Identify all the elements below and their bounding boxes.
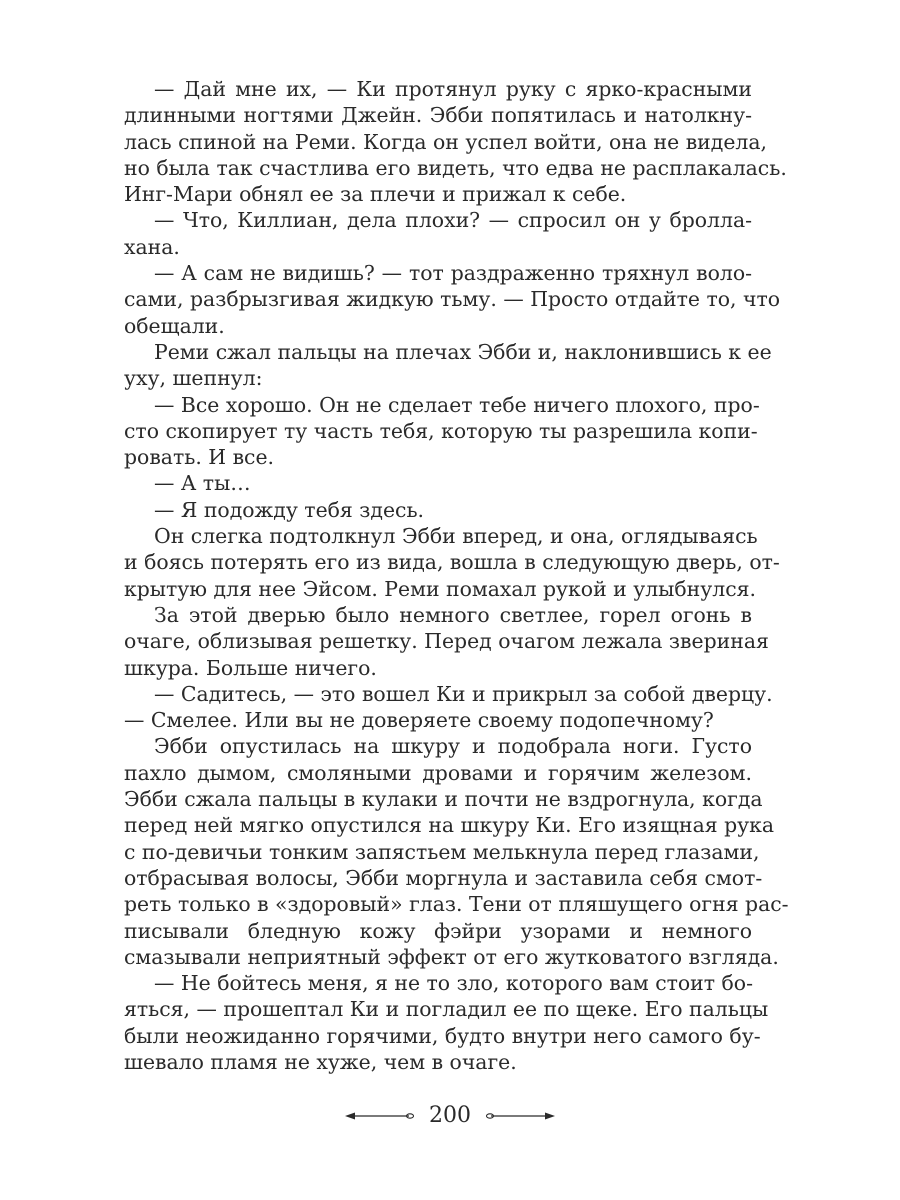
paragraph	[124, 497, 752, 523]
text-line: За этой дверью было немного светлее, горел огонь в	[154, 602, 752, 627]
text-line: — Дай мне их, — Ки протянул руку с ярко-красными	[154, 77, 752, 101]
text-line: — Смелее. Или вы не доверяете своему подопечному?	[124, 708, 714, 733]
paragraph	[124, 970, 769, 1075]
text-line: длинными ногтями Джейн. Эбби попятилась и натолкну-	[124, 103, 752, 128]
text-line: смазывали неприятный эффект от его жутковатого взгляда.	[124, 944, 779, 969]
text-line: — Я подожду тебя здесь.	[154, 497, 425, 522]
text-line: очаге, облизывая решетку. Перед очагом лежала звериная	[124, 629, 769, 654]
text-line: крытую для нее Эйсом. Реми помахал рукой и улыбнулся.	[124, 576, 756, 601]
paragraph	[124, 523, 780, 602]
text-line: Эбби сжала пальцы в кулаки и почти не вздрогнула, когда	[124, 787, 763, 812]
text-line: Эбби опустилась на шкуру и подобрала ноги. Густо	[154, 734, 752, 759]
text-line: с по-девичьи тонким запястьем мелькнула перед глазами,	[124, 839, 760, 864]
paragraph	[124, 76, 787, 207]
text-line: — Что, Киллиан, дела плохи? — спросил он у броллa-	[154, 208, 752, 233]
text-line: яться, — прошептал Ки и погладил ее по щеке. Его пальцы	[124, 997, 769, 1022]
paragraph	[124, 602, 769, 681]
text-line: шевало пламя не хуже, чем в очаге.	[124, 1049, 517, 1074]
text-line: пахло дымом, смоляными дровами и горячим железом.	[124, 760, 752, 785]
page-number: 200	[429, 1103, 471, 1128]
text-line: реть только в «здоровый» глаз. Тени от пляшущего огня рас-	[124, 892, 789, 917]
page-footer	[0, 1101, 900, 1131]
text-line: Он слегка подтолкнул Эбби вперед, и она, оглядываясь	[154, 524, 758, 549]
text-line: отбрасывая волосы, Эбби моргнула и заставила себя смот-	[124, 865, 763, 890]
text-line: и боясь потерять его из вида, вошла в следующую дверь, от-	[124, 550, 780, 575]
right-arrow-ornament-icon	[485, 1109, 555, 1123]
text-line: писывали бледную кожу фэйри узорами и немного	[124, 918, 752, 943]
text-line: обещали.	[124, 313, 225, 338]
text-line: — Садитесь, — это вошел Ки и прикрыл за собой дверцу.	[154, 681, 773, 706]
paragraph	[124, 470, 752, 496]
paragraph	[124, 260, 781, 339]
text-line: Реми сжал пальцы на плечах Эбби и, наклонившись к ее	[154, 339, 772, 364]
paragraph	[124, 339, 772, 392]
text-line: — Не бойтесь меня, я не то зло, которого вам стоит бо-	[154, 971, 753, 996]
text-line: уху, шепнул:	[124, 366, 263, 391]
page-body	[124, 76, 789, 1075]
text-line: — А ты…	[154, 471, 251, 496]
text-line: лась спиной на Реми. Когда он успел войти, она не видела,	[124, 129, 767, 154]
text-line: ровать. И все.	[124, 445, 275, 470]
text-line: были неожиданно горячими, будто внутри него самого бу-	[124, 1023, 761, 1048]
text-line: сто скопирует ту часть тебя, которую ты разрешила копи-	[124, 418, 758, 443]
text-line: сами, разбрызгивая жидкую тьму. — Просто отдайте то, что	[124, 287, 781, 312]
paragraph	[124, 392, 760, 471]
paragraph	[124, 681, 773, 734]
paragraph	[124, 207, 752, 260]
text-line: — А сам не видишь? — тот раздраженно тряхнул воло-	[154, 261, 752, 286]
text-line: но была так счастлива его видеть, что едва не расплакалась.	[124, 155, 787, 180]
text-line: шкура. Больше ничего.	[124, 655, 377, 680]
text-line: хана.	[124, 234, 180, 259]
left-arrow-ornament-icon	[345, 1109, 415, 1123]
text-line: — Все хорошо. Он не сделает тебе ничего плохого, про-	[154, 392, 760, 417]
paragraph	[124, 733, 789, 970]
text-line: перед ней мягко опустился на шкуру Ки. Его изящная рука	[124, 813, 775, 838]
text-line: Инг-Мари обнял ее за плечи и прижал к себе.	[124, 182, 627, 207]
